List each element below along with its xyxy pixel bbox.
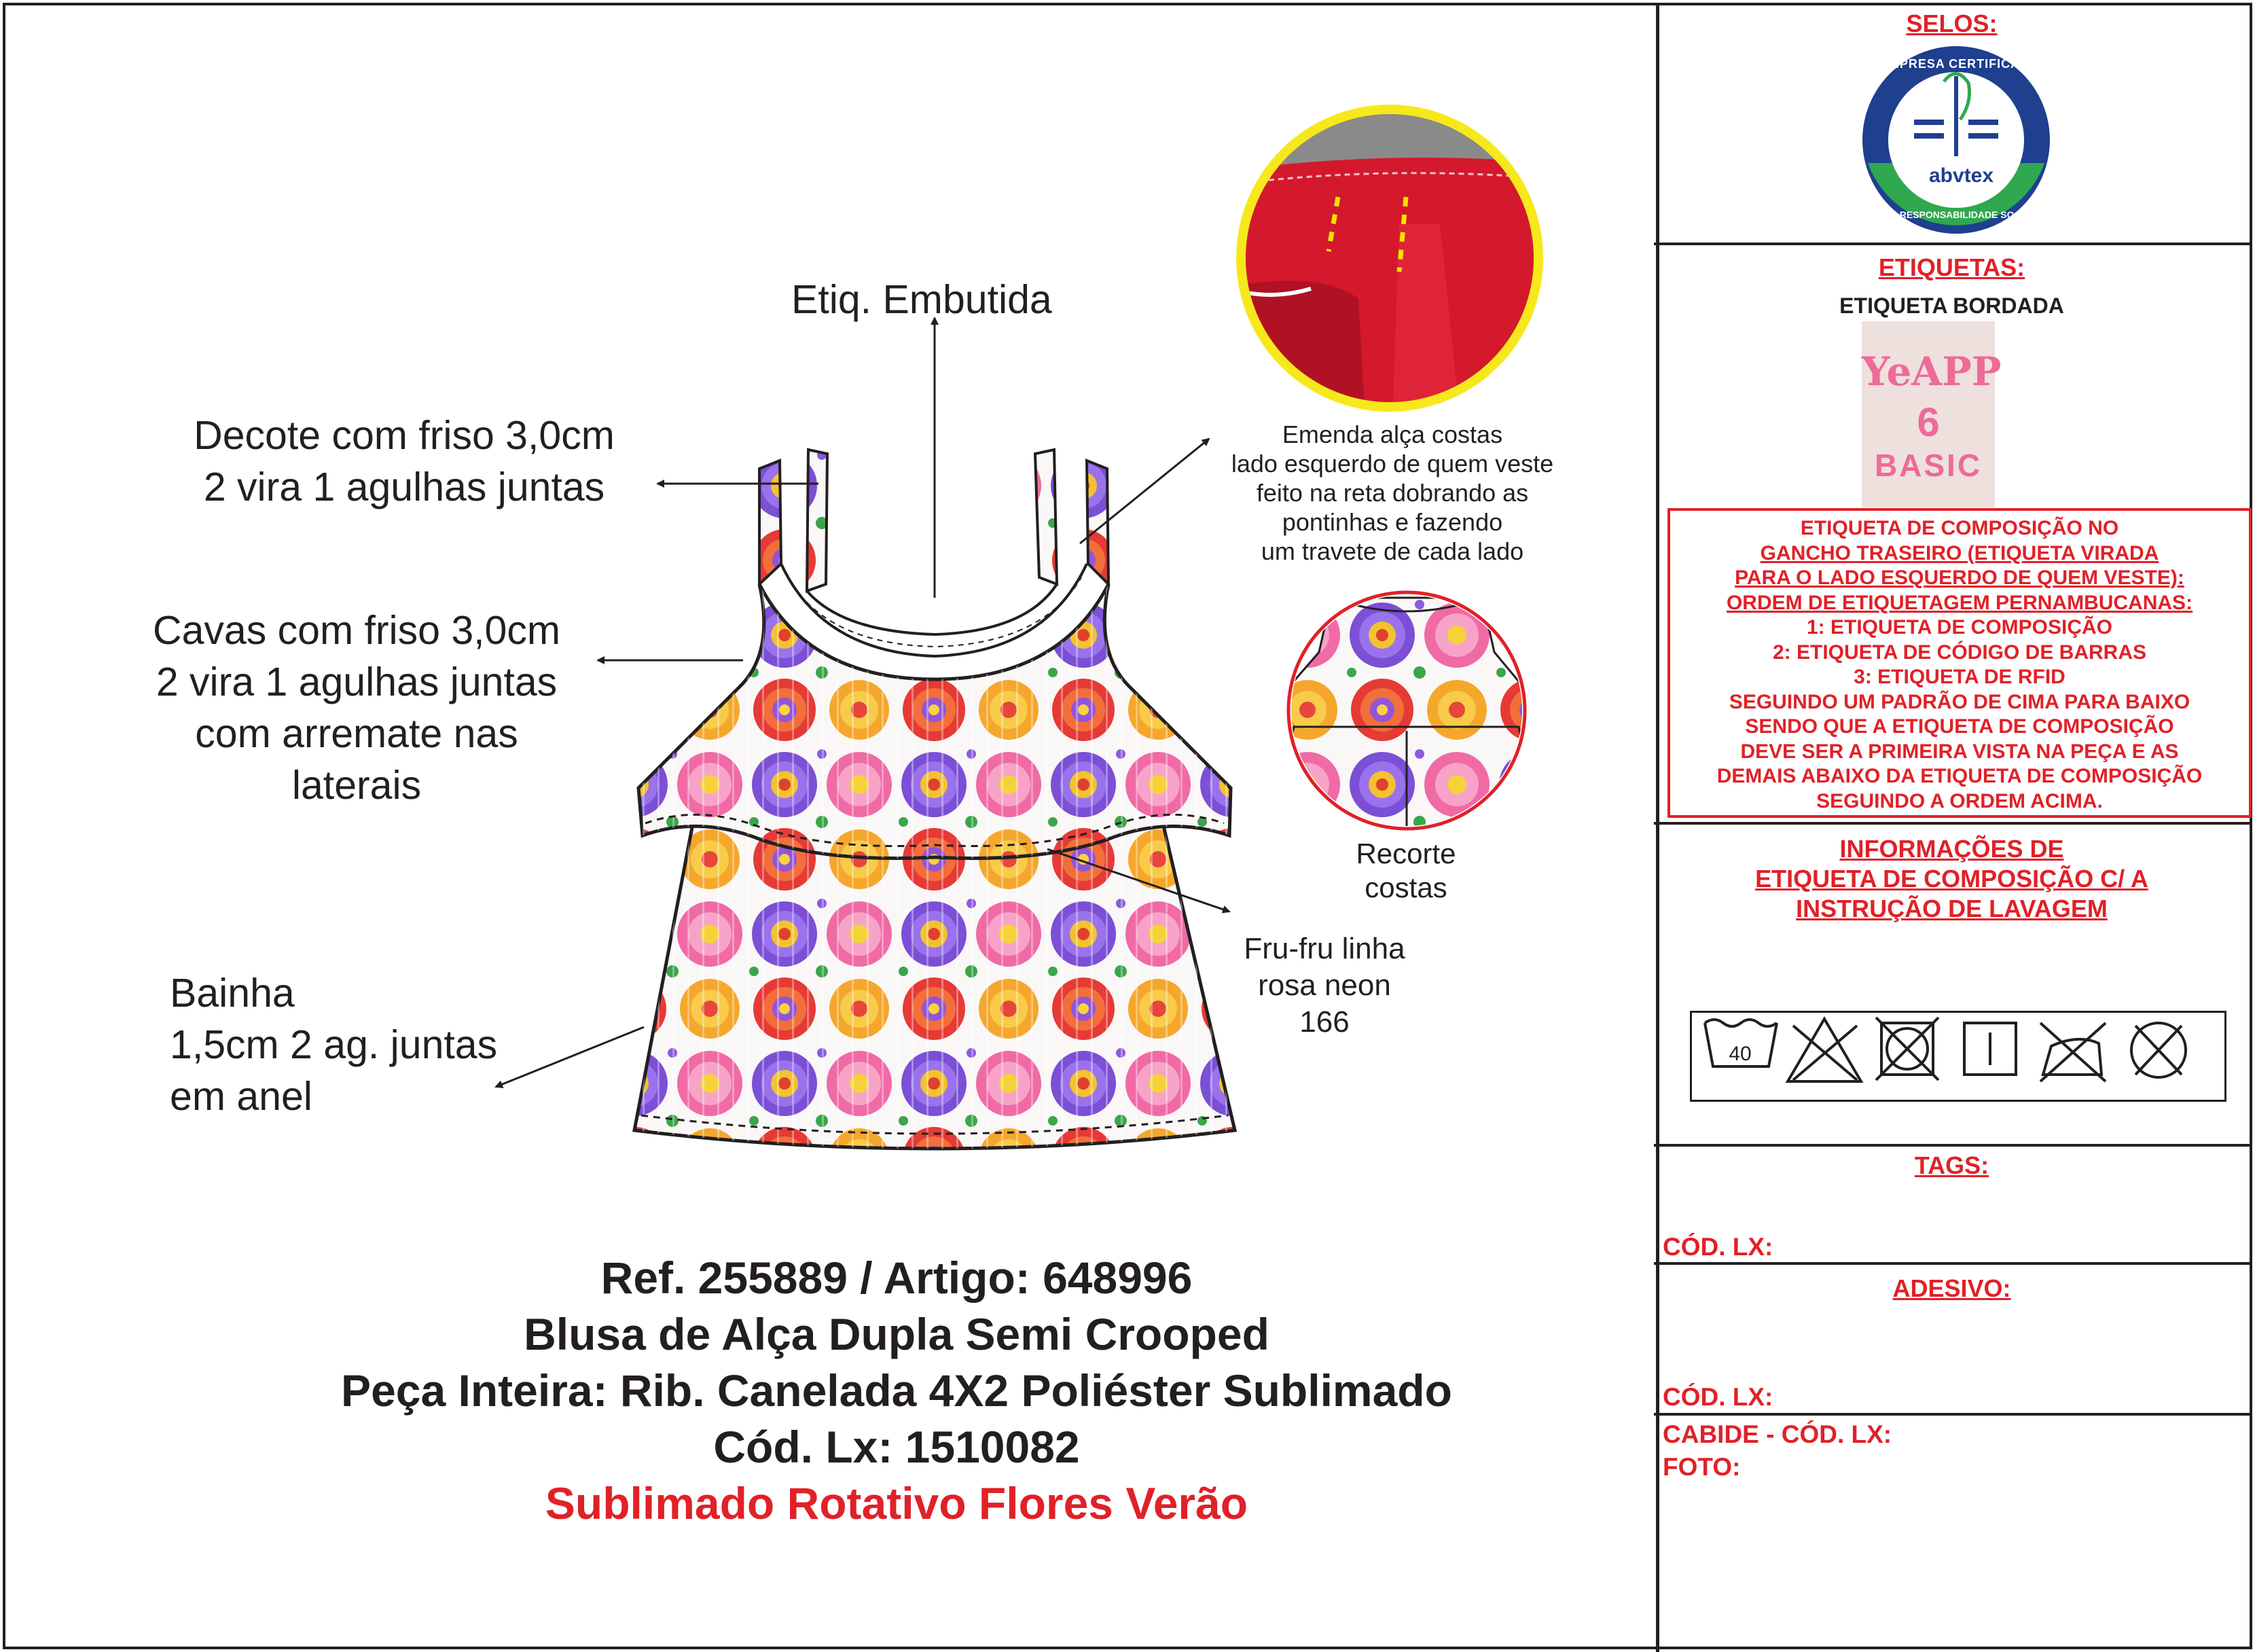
product-ref: Ref. 255889 / Artigo: 648996	[600, 1253, 1193, 1303]
callout-recorte: Recorte costas	[1356, 838, 1456, 903]
etiqueta-bordada-title: ETIQUETA BORDADA	[1839, 293, 2064, 318]
seal-text-overlay	[1861, 42, 2058, 239]
tags-title: TAGS:	[1914, 1151, 1989, 1179]
cabide-cod-lx: CABIDE - CÓD. LX:	[1663, 1420, 1892, 1448]
product-name: Blusa de Alça Dupla Semi Crooped	[524, 1309, 1269, 1359]
divider-tags	[1654, 1262, 2250, 1265]
callout-cavas: Cavas com friso 3,0cm 2 vira 1 agulhas juntas com arremate nas laterais	[153, 608, 560, 808]
divider-etiquetas	[1654, 822, 2250, 825]
label-line: BASIC	[1874, 448, 1983, 483]
etiquetas-title: ETIQUETAS:	[1878, 253, 2025, 281]
callout-etiq-embutida: Etiq. Embutida	[791, 277, 1052, 322]
seal-arc-top: EMPRESA CERTIFICADA	[1879, 57, 2040, 71]
callout-frufru: Fru-fru linha rosa neon 166	[1244, 932, 1405, 1039]
seal-brand: abvtex	[1929, 164, 1994, 187]
callout-decote: Decote com friso 3,0cm 2 vira 1 agulhas juntas	[194, 413, 615, 509]
adesivo-title: ADESIVO:	[1892, 1274, 2011, 1302]
callout-emenda: Emenda alça costas lado esquerdo de quem veste feito na reta dobrando as pontinhas e fazendo um travete de cada lado	[1231, 420, 1554, 565]
product-fabric: Peça Inteira: Rib. Canelada 4X2 Poliéster Sublimado	[341, 1365, 1452, 1416]
info-etiqueta-title: INFORMAÇÕES DE ETIQUETA DE COMPOSIÇÃO C/ A INSTRUÇÃO DE LAVAGEM	[1755, 835, 2148, 922]
brand-label-image	[1862, 321, 2002, 507]
care-instructions-box	[1690, 1011, 2226, 1102]
callout-bainha: Bainha 1,5cm 2 ag. juntas em anel	[170, 971, 498, 1119]
product-cod: Cód. Lx: 1510082	[713, 1422, 1080, 1472]
back-view-detail	[1270, 592, 1542, 836]
label-size: 6	[1917, 399, 1940, 445]
foto-label: FOTO:	[1663, 1453, 1741, 1481]
strap-seam-detail	[1236, 105, 1549, 421]
divider-info	[1654, 1144, 2250, 1147]
seal-arc-bottom: EM RESPONSABILIDADE SOCIAL	[1882, 209, 2037, 220]
product-title-block	[122, 1250, 1671, 1532]
tags-cod-lx: CÓD. LX:	[1663, 1233, 1773, 1261]
wash-temperature: 40	[1729, 1043, 1752, 1065]
composition-note-box: ETIQUETA DE COMPOSIÇÃO NO GANCHO TRASEIRO (ETIQUETA VIRADA PARA O LADO ESQUERDO DE QUEM VESTE): ORDEM DE ETIQUETAGEM PERNAMBUCANAS: 1: ETIQUETA DE COMPOSIÇÃO 2: ETIQUETA DE CÓDIGO DE BARRAS 3: ETIQUETA DE RFID SEGUINDO UM PADRÃO DE CIMA PARA BAIXO SENDO QUE A ETIQUETA DE COMPOSIÇÃO DEVE SER A PRIMEIRA VISTA NA PEÇA E AS DEMAIS ABAIXO DA ETIQUETA DE COMPOSIÇÃO SEGUINDO A ORDEM ACIMA.	[1667, 508, 2252, 818]
label-brand: YeAPP	[1862, 348, 2002, 395]
product-print: Sublimado Rotativo Flores Verão	[545, 1478, 1248, 1528]
divider-selos	[1654, 243, 2250, 245]
divider-adesivo	[1654, 1413, 2250, 1416]
selos-title: SELOS:	[1906, 10, 1998, 37]
adesivo-cod-lx: CÓD. LX:	[1663, 1383, 1773, 1411]
